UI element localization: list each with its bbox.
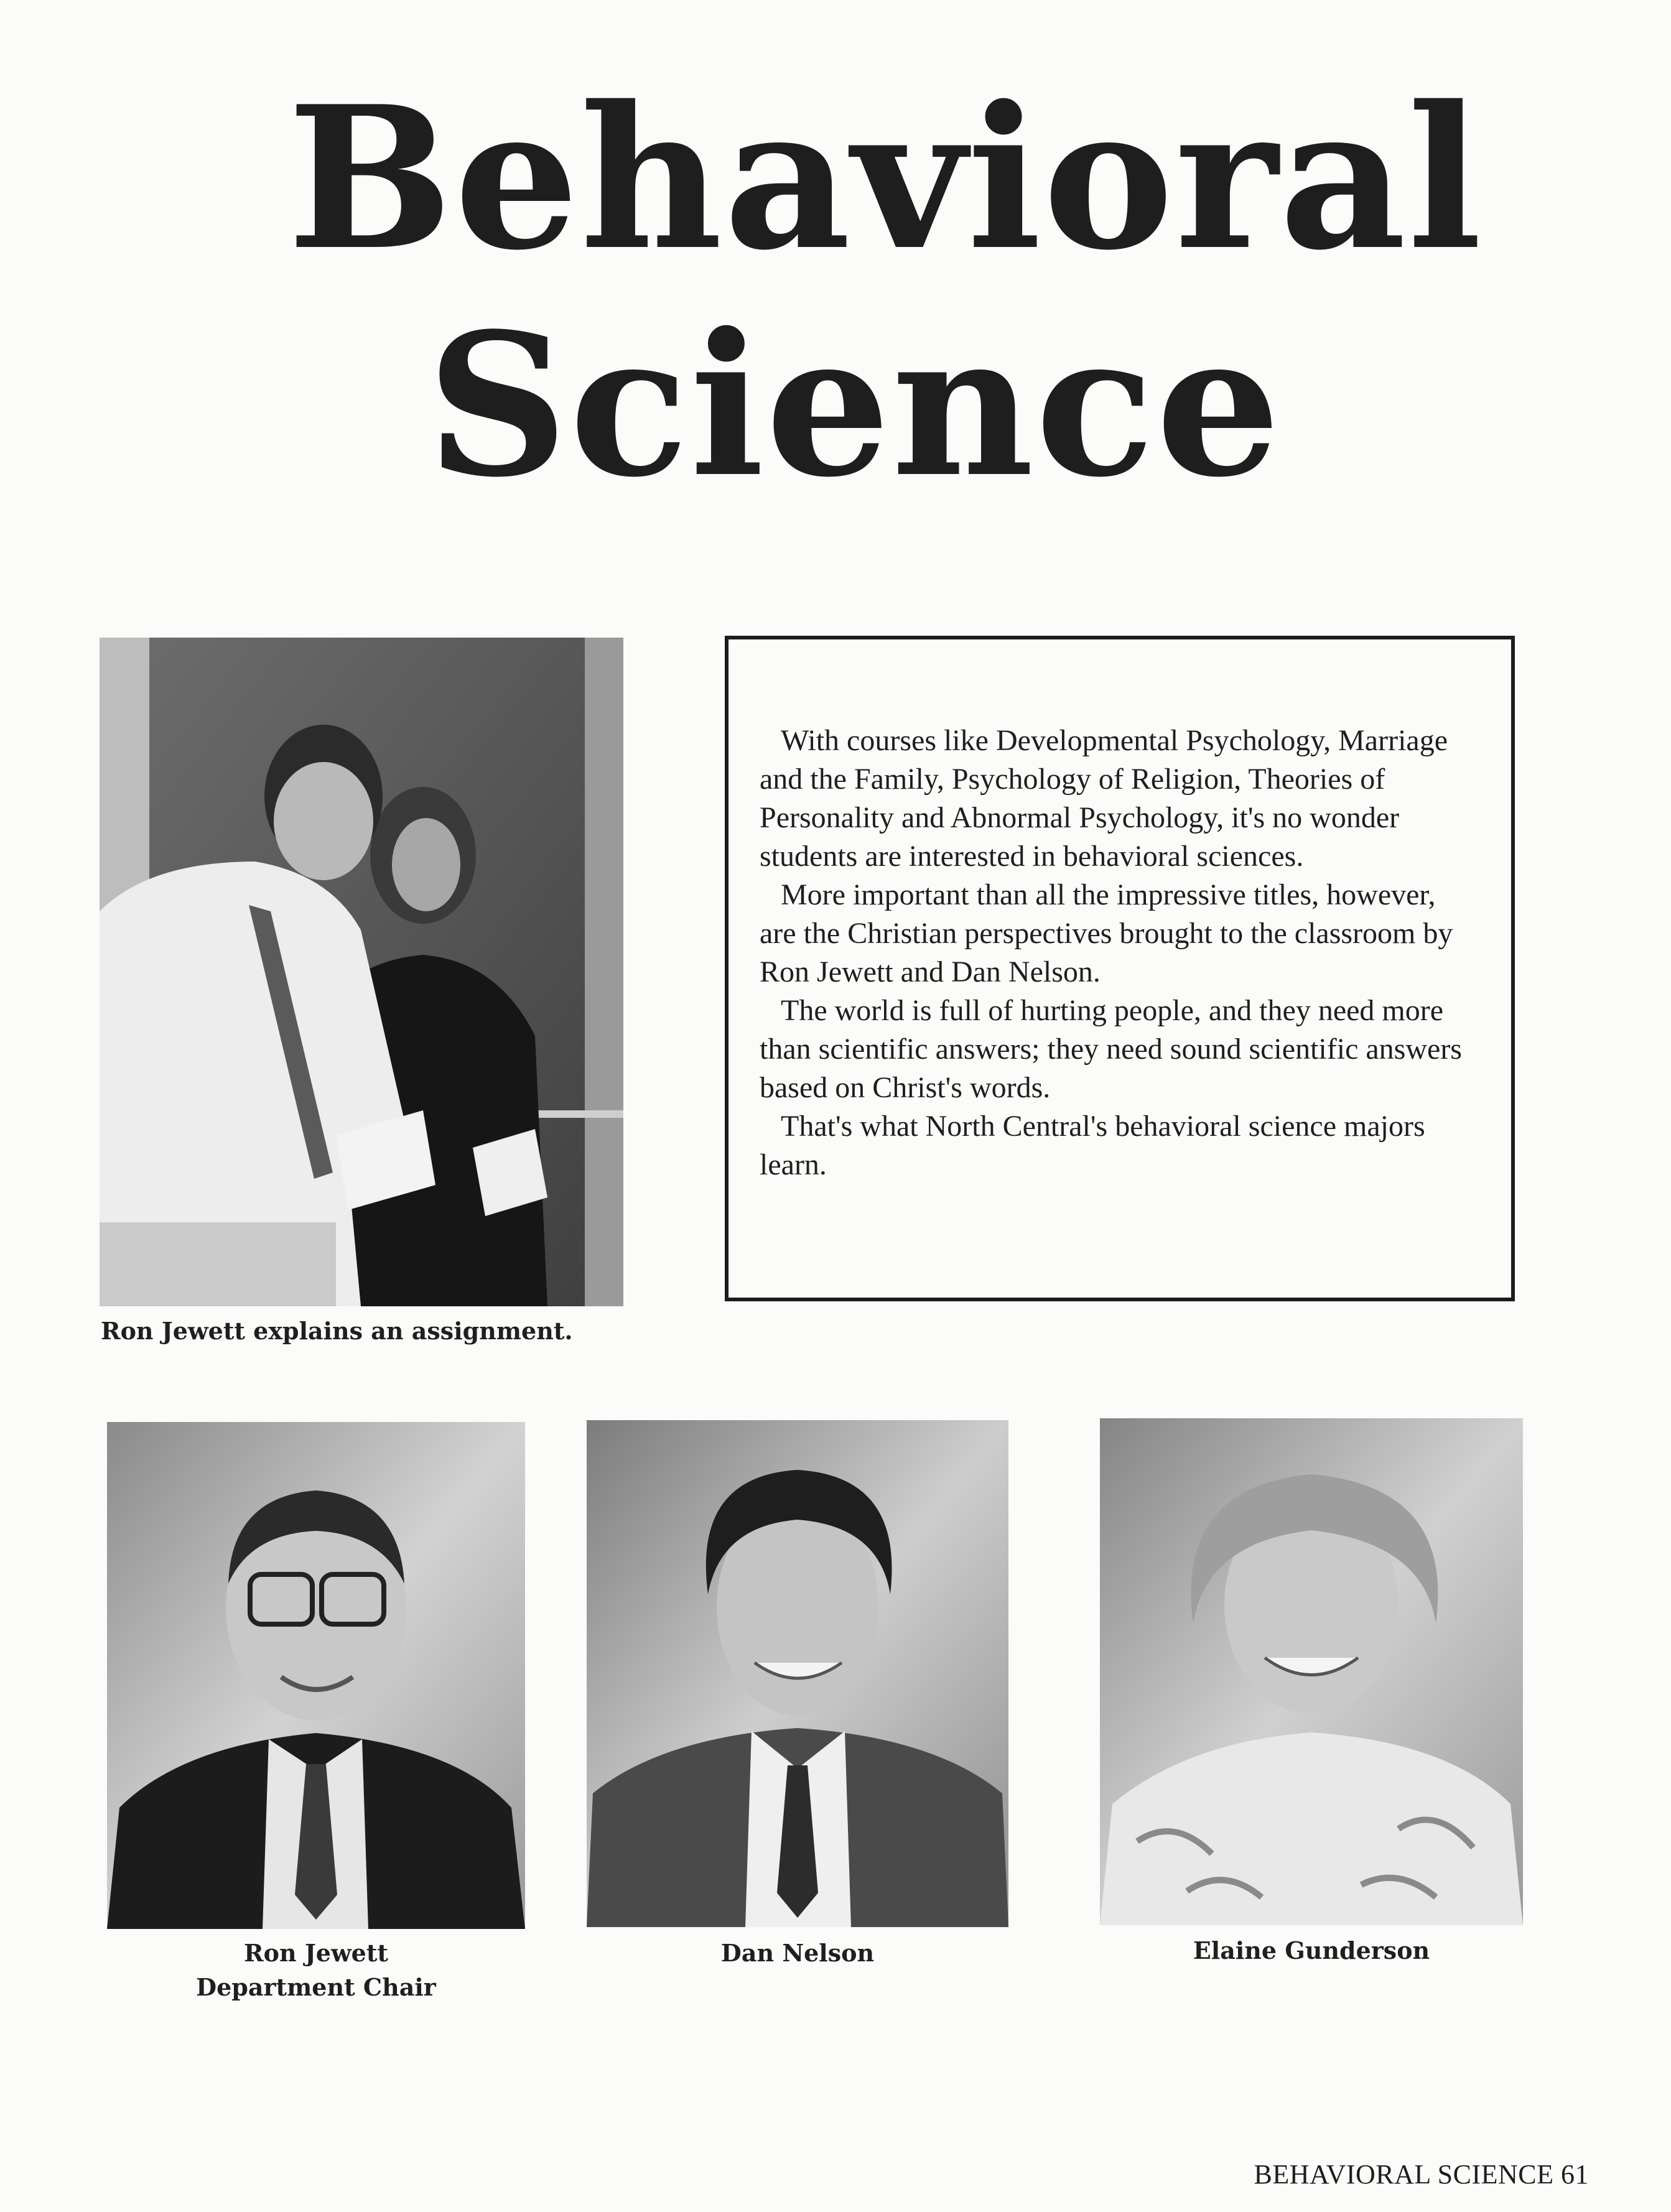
faculty-name: Ron Jewett: [244, 1939, 388, 1967]
portrait-elaine-gunderson: [1100, 1418, 1523, 1925]
article-paragraph: With courses like Developmental Psychology, Marriage and the Family, Psychology of Religion, Theories of Personality and Abnormal Psychology, it's no wonder students are interested in behavioral sciences.: [760, 724, 1448, 873]
portrait-dan-nelson: [587, 1420, 1008, 1927]
faculty-name: Dan Nelson: [720, 1939, 875, 1967]
portrait-caption-dan-nelson: [587, 1936, 1008, 1970]
faculty-role: Department Chair: [196, 1973, 436, 2002]
page-title-line-2: Science: [426, 290, 1282, 521]
classroom-photo-caption: Ron Jewett explains an assignment.: [101, 1317, 573, 1345]
portrait-caption-elaine-gunderson: [1100, 1933, 1523, 1968]
article-paragraph: That's what North Central's behavioral science majors learn.: [760, 1110, 1425, 1181]
article-paragraph: More important than all the impressive titles, however, are the Christian perspectives brought to the classroom by Ron Jewett and Dan Nelson.: [760, 878, 1453, 988]
faculty-name: Elaine Gunderson: [1193, 1936, 1430, 1964]
page-title-line-1: Behavioral: [287, 63, 1484, 294]
portrait-ron-jewett: [107, 1422, 525, 1929]
page-folio: BEHAVIORAL SCIENCE 61: [1254, 2159, 1589, 2190]
article-text-box: [725, 636, 1515, 1301]
classroom-photo: [100, 638, 623, 1306]
article-paragraph: The world is full of hurting people, and they need more than scientific answers; they need sound scientific answers based on Christ's words.: [760, 994, 1462, 1104]
portrait-caption-ron-jewett: [107, 1936, 525, 2004]
